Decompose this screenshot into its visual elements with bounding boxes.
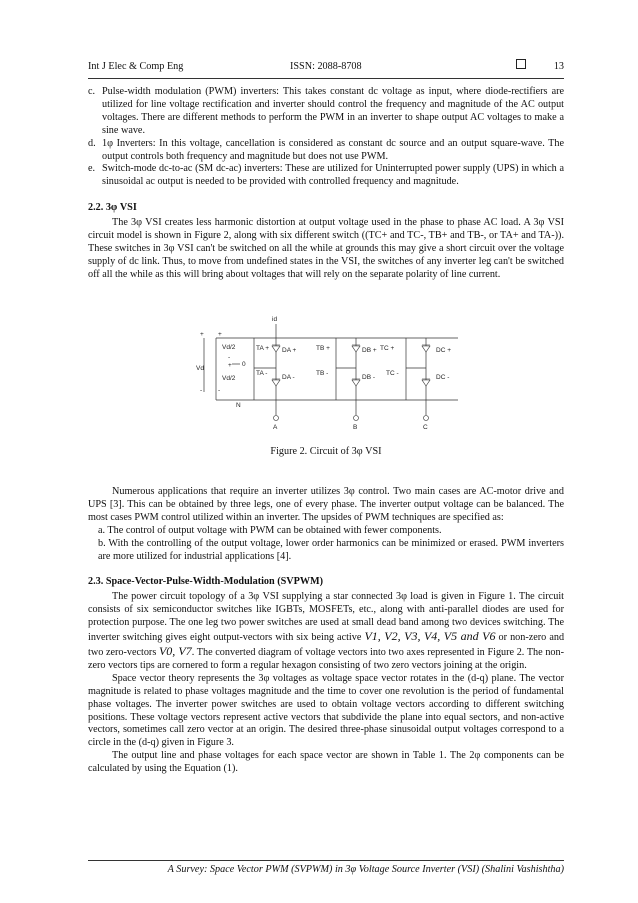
section-2-3-paragraph-1: The power circuit topology of a 3φ VSI supplying a star connected 3φ load is given in Figure 1. The circuit consists of six semiconductor switches like IGBTs, MOSFETs, etc., along with anti-parallel diodes are used for protection purpose. The one leg two power switches are used at small dead band among two devices switching. The inverter switching gives eight output-vectors with six being active V1, V2, V3, V4, V5 and V6 or non-zero and two zero-vectors V0, V7. The converted diagram of voltage vectors into two axes represented in Figure 2. The non-zero vectors tips are cornered to form a regular hexagon consisting of two zero vectors joining at the origin. (88, 591, 565, 671)
label-db-minus: DB - (362, 374, 375, 381)
label-dc-minus: DC - (436, 374, 450, 381)
label-ta-plus: TA + (256, 345, 270, 352)
footer-divider (88, 860, 564, 861)
label-tc-plus: TC + (380, 345, 395, 352)
list-item: e. Switch-mode dc-to-ac (SM dc-ac) inverters: These are utilized for Uninterrupted power supply (UPS) in which a sinusoidal ac output is needed to be provided with controlled frequency and magnitude. (88, 163, 564, 188)
body-bottom (88, 486, 564, 776)
label-minus-inner: - (218, 387, 221, 394)
label-da-minus: DA - (282, 374, 295, 381)
label-id: id (272, 316, 278, 323)
header-divider (88, 78, 564, 79)
label-vd2-bottom: Vd/2 (222, 375, 236, 382)
label-plus-outer: + (200, 331, 204, 338)
list-item: a. The control of output voltage with PWM can be obtained with fewer components. (98, 524, 442, 536)
applications-paragraph: Numerous applications that require an inverter utilizes 3φ control. Two main cases are AC-motor drive and UPS [3]. This can be obtained by three legs, one of every phase. The inverter output voltage can be balanced. The most cases PWM control utilized within an inverter. The upsides of PWM techniques are specified as: (88, 486, 564, 523)
section-2-3-paragraph-3: The output line and phase voltages for each space vector are shown in Table 1. The 2φ components can be calculated by using the Equation (1). (88, 750, 564, 775)
label-vd2-top: Vd/2 (222, 344, 236, 351)
label-c: C (423, 424, 428, 431)
circuit-diagram (196, 312, 476, 432)
label-b: B (353, 424, 358, 431)
label-plus-inner: + (218, 331, 222, 338)
label-ta-minus: TA - (256, 370, 268, 377)
label-tb-minus: TB - (316, 370, 329, 377)
label-vd: Vd (196, 365, 204, 372)
list-item: d. 1φ Inverters: In this voltage, cancellation is considered as constant dc source and an output square-wave. The output controls both frequency and magnitude but does not use PWM. (88, 137, 564, 162)
body-top (88, 86, 564, 282)
label-mid-minus: - (228, 354, 231, 361)
label-n: N (236, 402, 241, 409)
section-2-2-paragraph: The 3φ VSI creates less harmonic distortion at output voltage used in the phase to phase AC load. A 3φ VSI circuit model is shown in Figure 2, along with six different switch ((TC+ and TC-, TB+ and TB-, or TA+ and TA-)). These switches in 3φ VSI can't be switched on all the while at grounds this may give a short circuit over the voltage supply of dc link. Thus, to move from undefined states in the VSI, the switches of any inverter leg can't be switched off all the while as this will bring about voltages that will rely on the separate polarity of line current. (88, 217, 564, 280)
issn: ISSN: 2088-8708 (290, 61, 362, 72)
running-header (88, 59, 564, 77)
journal-name: Int J Elec & Comp Eng (88, 61, 184, 72)
list-item: b. With the controlling of the output voltage, lower order harmonics can be minimized or erased. PWM inverters are more utilized for industrial applications [4]. (98, 537, 564, 562)
zero-vectors: V0, V7 (158, 643, 192, 658)
label-dc-plus: DC + (436, 347, 451, 354)
active-vectors: V1, V2, V3, V4, V5 and V6 (364, 629, 496, 644)
figure-caption: Figure 2. Circuit of 3φ VSI (270, 446, 382, 457)
label-zero: 0 (242, 361, 246, 368)
label-a: A (273, 424, 278, 431)
label-mid-plus: + (228, 362, 232, 369)
checkbox-icon (516, 59, 526, 69)
figure-2-circuit (88, 312, 564, 432)
label-db-plus: DB + (362, 347, 377, 354)
page-number: 13 (553, 61, 564, 72)
section-2-3-paragraph-2: Space vector theory represents the 3φ voltages as voltage space vector rotates in the (d-q) plane. The vector magnitude is related to phase voltages magnitude and the time to cover one revolution is the period of fundamental phase voltages. The inverter power switches are used to obtain voltage vectors according to different switching positions. These voltage vectors represent active vectors that subdivide the plane into equal sectors, and non-active vectors, sometimes call zero vector at an origin. The desired three-phase sinusoidal output voltages correspond to a circle in the (d-q) given in Figure 3. (88, 672, 564, 749)
label-minus-outer: - (200, 387, 203, 394)
section-heading-2-2: 2.2. 3φ VSI (88, 202, 137, 214)
label-da-plus: DA + (282, 347, 297, 354)
label-tb-plus: TB + (316, 345, 330, 352)
running-footer: A Survey: Space Vector PWM (SVPWM) in 3φ Voltage Source Inverter (VSI) (Shalini Vashishtha) (167, 864, 564, 875)
section-heading-2-3: 2.3. Space-Vector-Pulse-Width-Modulation (SVPWM) (88, 576, 324, 588)
label-tc-minus: TC - (386, 370, 399, 377)
list-item: c. Pulse-width modulation (PWM) inverters: This takes constant dc voltage as input, where diode-rectifiers are utilized for line voltage rectification and inverter should control the frequency and magnitude of the AC output voltages. There are different methods to perform the PWM in an inverter to shape output AC voltages to make a sine wave. (88, 86, 564, 136)
